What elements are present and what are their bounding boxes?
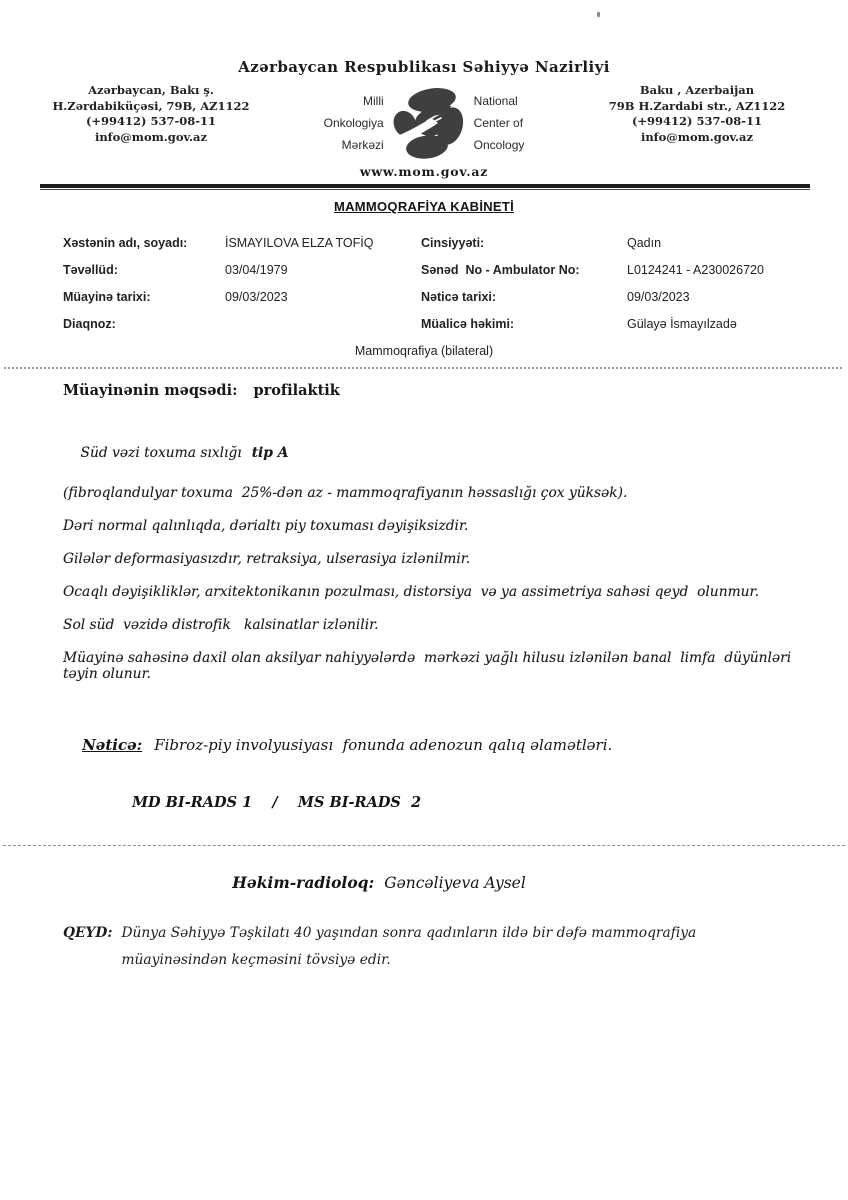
finding-paragraph: Dəri normal qalınlıqda, dərialtı piy toxuması dəyişiksizdir. [63,518,469,534]
logo-text-line: Onkologiya [323,116,384,130]
address-right-line: (+99412) 537-08-11 [631,114,763,128]
finding-density [63,429,810,477]
logo-text-az [324,90,384,156]
logo-block [324,85,525,161]
radiologist-signature [0,873,758,892]
gender-label: Cinsiyyəti: [421,236,485,250]
birthdate-label: Təvəllüd: [63,263,118,277]
section-title: MAMMOQRAFİYA KABİNETİ [333,199,515,214]
footnote-label: QEYD: [63,925,113,941]
finding-paragraph: Müayinə sahəsinə daxil olan aksilyar nahiyyələrdə mərkəzi yağlı hilusu izlənilən banal limfa düyünləri təyin olunur. [63,650,800,682]
patient-name-label: Xəstənin adı, soyadı: [63,236,188,250]
patient-info-grid [63,236,798,331]
conclusion [63,718,808,772]
national-oncology-center-logo-icon [391,85,467,161]
address-left-line: info@mom.gov.az [94,129,208,144]
address-right-line: info@mom.gov.az [640,129,754,144]
finding-paragraph: Ocaqlı dəyişikliklər, arxitektonikanın pozulması, distorsiya və ya assimetriya sahəsi qeyd olunmur. [63,584,760,600]
footnote-text: Dünya Səhiyyə Təşkilatı 40 yaşından sonra qadınların ildə bir dəfə mammoqrafiya müayinəsindən keçməsini tövsiyə edir. [121,925,701,968]
exam-date-label: Müayinə tarixi: [63,290,151,304]
logo-text-line: Oncology [473,138,525,152]
logo-text-en [474,90,525,156]
diagnosis-label: Diaqnoz: [63,317,116,331]
radiologist-name: Gəncəliyeva Aysel [384,874,526,892]
address-right-line: 79B H.Zardabi str., AZ1122 [608,98,786,113]
patient-name-value: İSMAYILOVA ELZA TOFİQ [225,236,374,250]
logo-text-line: Milli [363,94,384,108]
logo-text-line: Mərkəzi [341,138,384,152]
exam-purpose-label: Müayinənin məqsədi: [63,382,238,399]
footnote [63,920,738,974]
finding-density-text: Süd vəzi toxuma sıxlığı [80,445,242,461]
address-right-line: Baku , Azerbaijan [639,83,755,97]
exam-purpose [63,382,808,399]
header-divider [40,184,810,190]
address-left-line: (+99412) 537-08-11 [85,114,217,128]
exam-type: Mammoqrafiya (bilateral) [354,344,494,358]
website-url: www.mom.gov.az [359,164,489,179]
radiologist-label: Həkim-radioloq: [232,873,375,892]
ministry-title: Azərbaycan Respublikası Səhiyyə Nazirliyi [238,58,610,76]
finding-paragraph: Gilələr deformasiyasızdır, retraksiya, ulserasiya izlənilmir. [63,551,471,567]
result-date-value: 09/03/2023 [627,290,690,304]
gender-value: Qadın [627,236,662,250]
address-right [588,83,806,145]
dashed-separator [3,845,845,846]
attending-doctor-value: Gülayə İsmayılzadə [627,317,737,331]
conclusion-text: Fibroz-piy involyusiyası fonunda adenozun qalıq əlamətləri. [154,736,613,754]
document-no-value: L0124241 - A230026720 [627,263,764,277]
address-left-line: H.Zərdabiküçəsi, 79B, AZ1122 [52,98,250,113]
result-date-label: Nəticə tarixi: [421,290,497,304]
letterhead [0,83,848,161]
finding-paragraph: Sol süd vəzidə distrofik kalsinatlar izlənilir. [63,617,379,633]
address-left-line: Azərbaycan, Bakı ş. [88,83,214,97]
conclusion-label: Nəticə: [82,736,143,754]
attending-doctor-label: Müalicə həkimi: [421,317,515,331]
address-left [42,83,260,145]
exam-purpose-value: profilaktik [253,382,340,399]
logo-text-line: Center of [473,116,524,130]
dotted-separator [4,367,842,369]
document-no-label: Sənəd No - Ambulator No: [421,263,580,277]
exam-date-value: 09/03/2023 [225,290,288,304]
scan-artifact-dot [597,12,600,17]
logo-text-line: National [473,94,518,108]
finding-density-note: (fibroqlandulyar toxuma 25%-dən az - mammoqrafiyanın həssaslığı çox yüksək). [63,485,628,501]
birads-score: MD BI-RADS 1 / MS BI-RADS 2 [132,794,422,811]
finding-density-value: tip A [251,445,289,461]
diagnosis-value [225,317,421,331]
birthdate-value: 03/04/1979 [225,263,288,277]
